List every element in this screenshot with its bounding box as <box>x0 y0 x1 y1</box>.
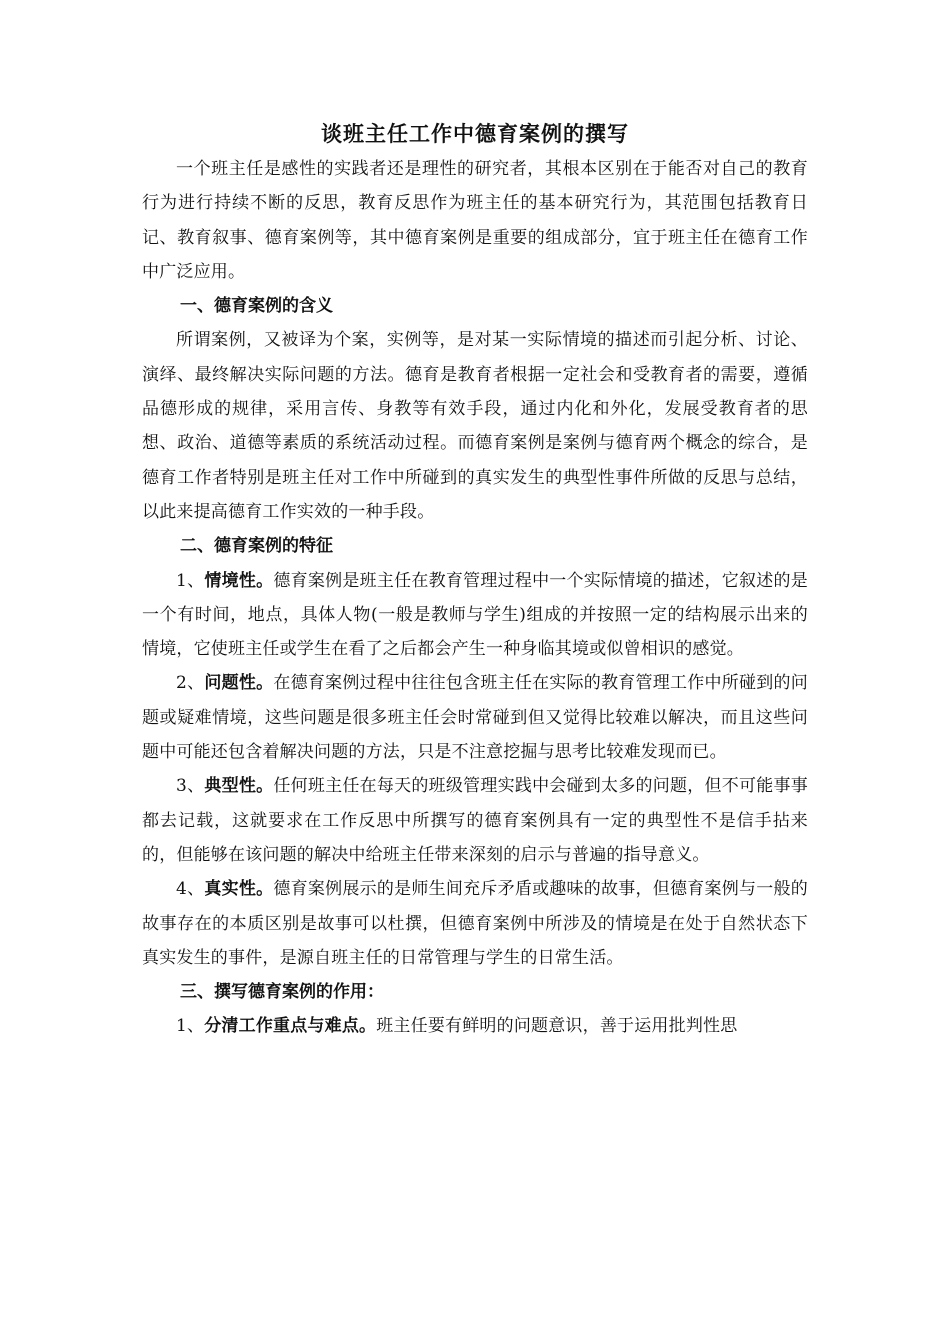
intro-paragraph: 一个班主任是感性的实践者还是理性的研究者，其根本区别在于能否对自己的教育行为进行持续不断的反思，教育反思作为班主任的基本研究行为，其范围包括教育日记、教育叙事、德育案例等，其中德育案例是重要的组成部分，宜于班主任在德育工作中广泛应用。 <box>142 159 808 282</box>
item-keyword: 典型性。 <box>204 776 274 797</box>
item-keyword: 情境性。 <box>204 570 274 591</box>
item-text: 德育案例展示的是师生间充斥矛盾或趣味的故事，但德育案例与一般的故事存在的本质区别是故事可以杜撰，但德育案例中所涉及的情境是在处于自然状态下真实发生的事件，是源自班主任的日常管理与学生的日常生活。 <box>142 879 808 968</box>
item-number: 1、 <box>176 1016 205 1037</box>
feature-paragraph-situational <box>142 564 808 667</box>
item-number: 3、 <box>176 776 205 797</box>
item-keyword: 真实性。 <box>204 879 274 900</box>
section-heading-features: 二、德育案例的特征 <box>180 536 333 557</box>
section-heading-meaning: 一、德育案例的含义 <box>180 296 333 317</box>
feature-paragraph-authentic <box>142 872 808 975</box>
item-text: 德育案例是班主任在教育管理过程中一个实际情境的描述，它叙述的是一个有时间，地点，具体人物(一般是教师与学生)组成的并按照一定的结构展示出来的情境，它使班主任或学生在看了之后都会产生一种身临其境或似曾相识的感觉。 <box>142 570 808 660</box>
section-heading-functions: 三、撰写德育案例的作用： <box>180 982 384 1003</box>
feature-paragraph-problem <box>142 666 808 769</box>
item-keyword: 问题性。 <box>204 673 274 694</box>
item-number: 2、 <box>176 673 205 694</box>
item-keyword: 分清工作重点与难点。 <box>204 1016 377 1037</box>
item-text: 班主任要有鲜明的问题意识，善于运用批判性思 <box>376 1016 738 1037</box>
meaning-paragraph: 所谓案例，又被译为个案，实例等，是对某一实际情境的描述而引起分析、讨论、演绎、最终解决实际问题的方法。德育是教育者根据一定社会和受教育者的需要，遵循品德形成的规律，采用言传、身教等有效手段，通过内化和外化，发展受教育者的思想、政治、道德等素质的系统活动过程。而德育案例是案例与德育两个概念的综合，是德育工作者特别是班主任对工作中所碰到的真实发生的典型性事件所做的反思与总结，以此来提高德育工作实效的一种手段。 <box>142 330 808 522</box>
function-paragraph-priorities <box>142 1009 808 1043</box>
item-text: 任何班主任在每天的班级管理实践中会碰到太多的问题，但不可能事事都去记载，这就要求在工作反思中所撰写的德育案例具有一定的典型性不是信手拈来的，但能够在该问题的解决中给班主任带来深刻的启示与普遍的指导意义。 <box>142 776 808 865</box>
feature-paragraph-typical <box>142 769 808 872</box>
item-text: 在德育案例过程中往往包含班主任在实际的教育管理工作中所碰到的问题或疑难情境，这些问题是很多班主任会时常碰到但又觉得比较难以解决，而且这些问题中可能还包含着解决问题的方法，只是不注意挖掘与思考比较难发现而已。 <box>142 673 808 763</box>
document-page <box>142 118 808 1044</box>
document-title: 谈班主任工作中德育案例的撰写 <box>321 122 629 146</box>
item-number: 1、 <box>176 570 205 591</box>
item-number: 4、 <box>176 879 205 900</box>
